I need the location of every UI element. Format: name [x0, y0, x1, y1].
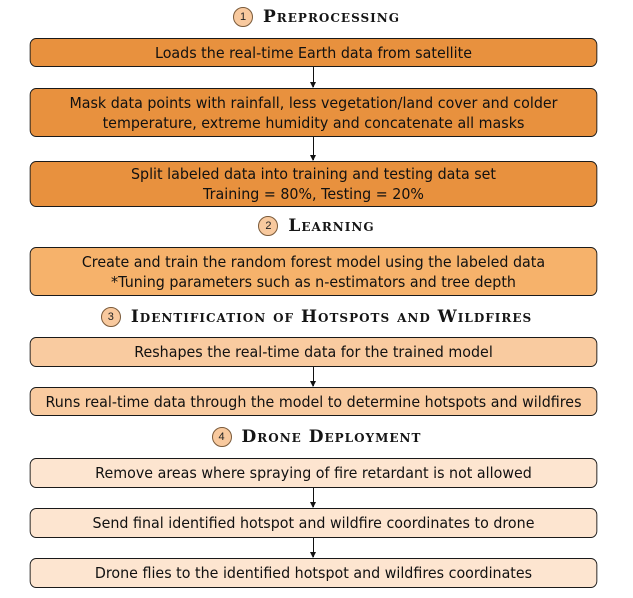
step-text: Remove areas where spraying of fire retardant is not allowed	[95, 464, 532, 482]
step-text: *Tuning parameters such as n-estimators and tree depth	[111, 272, 516, 291]
step-text: Send final identified hotspot and wildfire coordinates to drone	[92, 514, 535, 532]
step-remove-restricted-areas	[30, 458, 598, 488]
stage-heading-learning	[0, 213, 633, 239]
flow-arrow	[313, 488, 314, 507]
flow-arrow	[313, 538, 314, 557]
step-drone-flies	[30, 558, 598, 588]
step-split-data	[30, 161, 598, 207]
step-text: Runs real-time data through the model to determine hotspots and wildfires	[45, 392, 582, 411]
step-text: Split labeled data into training and testing data set	[130, 165, 497, 183]
step-text: Reshapes the real-time data for the trained model	[134, 343, 493, 361]
step-text: temperature, extreme humidity and concatenate all masks	[102, 113, 525, 132]
step-text: Training = 80%, Testing = 20%	[203, 185, 424, 203]
flow-arrow	[313, 367, 314, 386]
step-text: Drone flies to the identified hotspot and wildfires coordinates	[94, 564, 533, 582]
stage-heading-preprocessing	[0, 4, 633, 30]
step-reshape-data	[30, 337, 598, 367]
stage-heading-identification	[0, 304, 633, 330]
step-mask-data-points	[30, 88, 598, 137]
step-train-random-forest	[30, 247, 598, 296]
flow-arrow	[313, 137, 314, 160]
stage-number-badge: 2	[258, 216, 278, 236]
step-send-coordinates	[30, 508, 598, 538]
step-run-model	[30, 387, 598, 416]
stage-title: Identification of Hotspots and Wildfires	[130, 307, 533, 327]
step-text: Mask data points with rainfall, less vegetation/land cover and colder	[69, 93, 558, 112]
stage-title: Learning	[288, 216, 375, 236]
flow-arrow	[313, 67, 314, 87]
step-text: Loads the real-time Earth data from satellite	[155, 43, 472, 62]
step-text: Create and train the random forest model using the labeled data	[81, 252, 546, 271]
stage-number-badge: 1	[233, 7, 253, 27]
step-load-satellite-data	[30, 38, 598, 67]
stage-heading-drone-deployment	[0, 424, 633, 450]
stage-number-badge: 4	[212, 427, 232, 447]
stage-title: Preprocessing	[263, 7, 400, 27]
stage-title: Drone Deployment	[241, 427, 422, 447]
stage-number-badge: 3	[101, 307, 121, 327]
